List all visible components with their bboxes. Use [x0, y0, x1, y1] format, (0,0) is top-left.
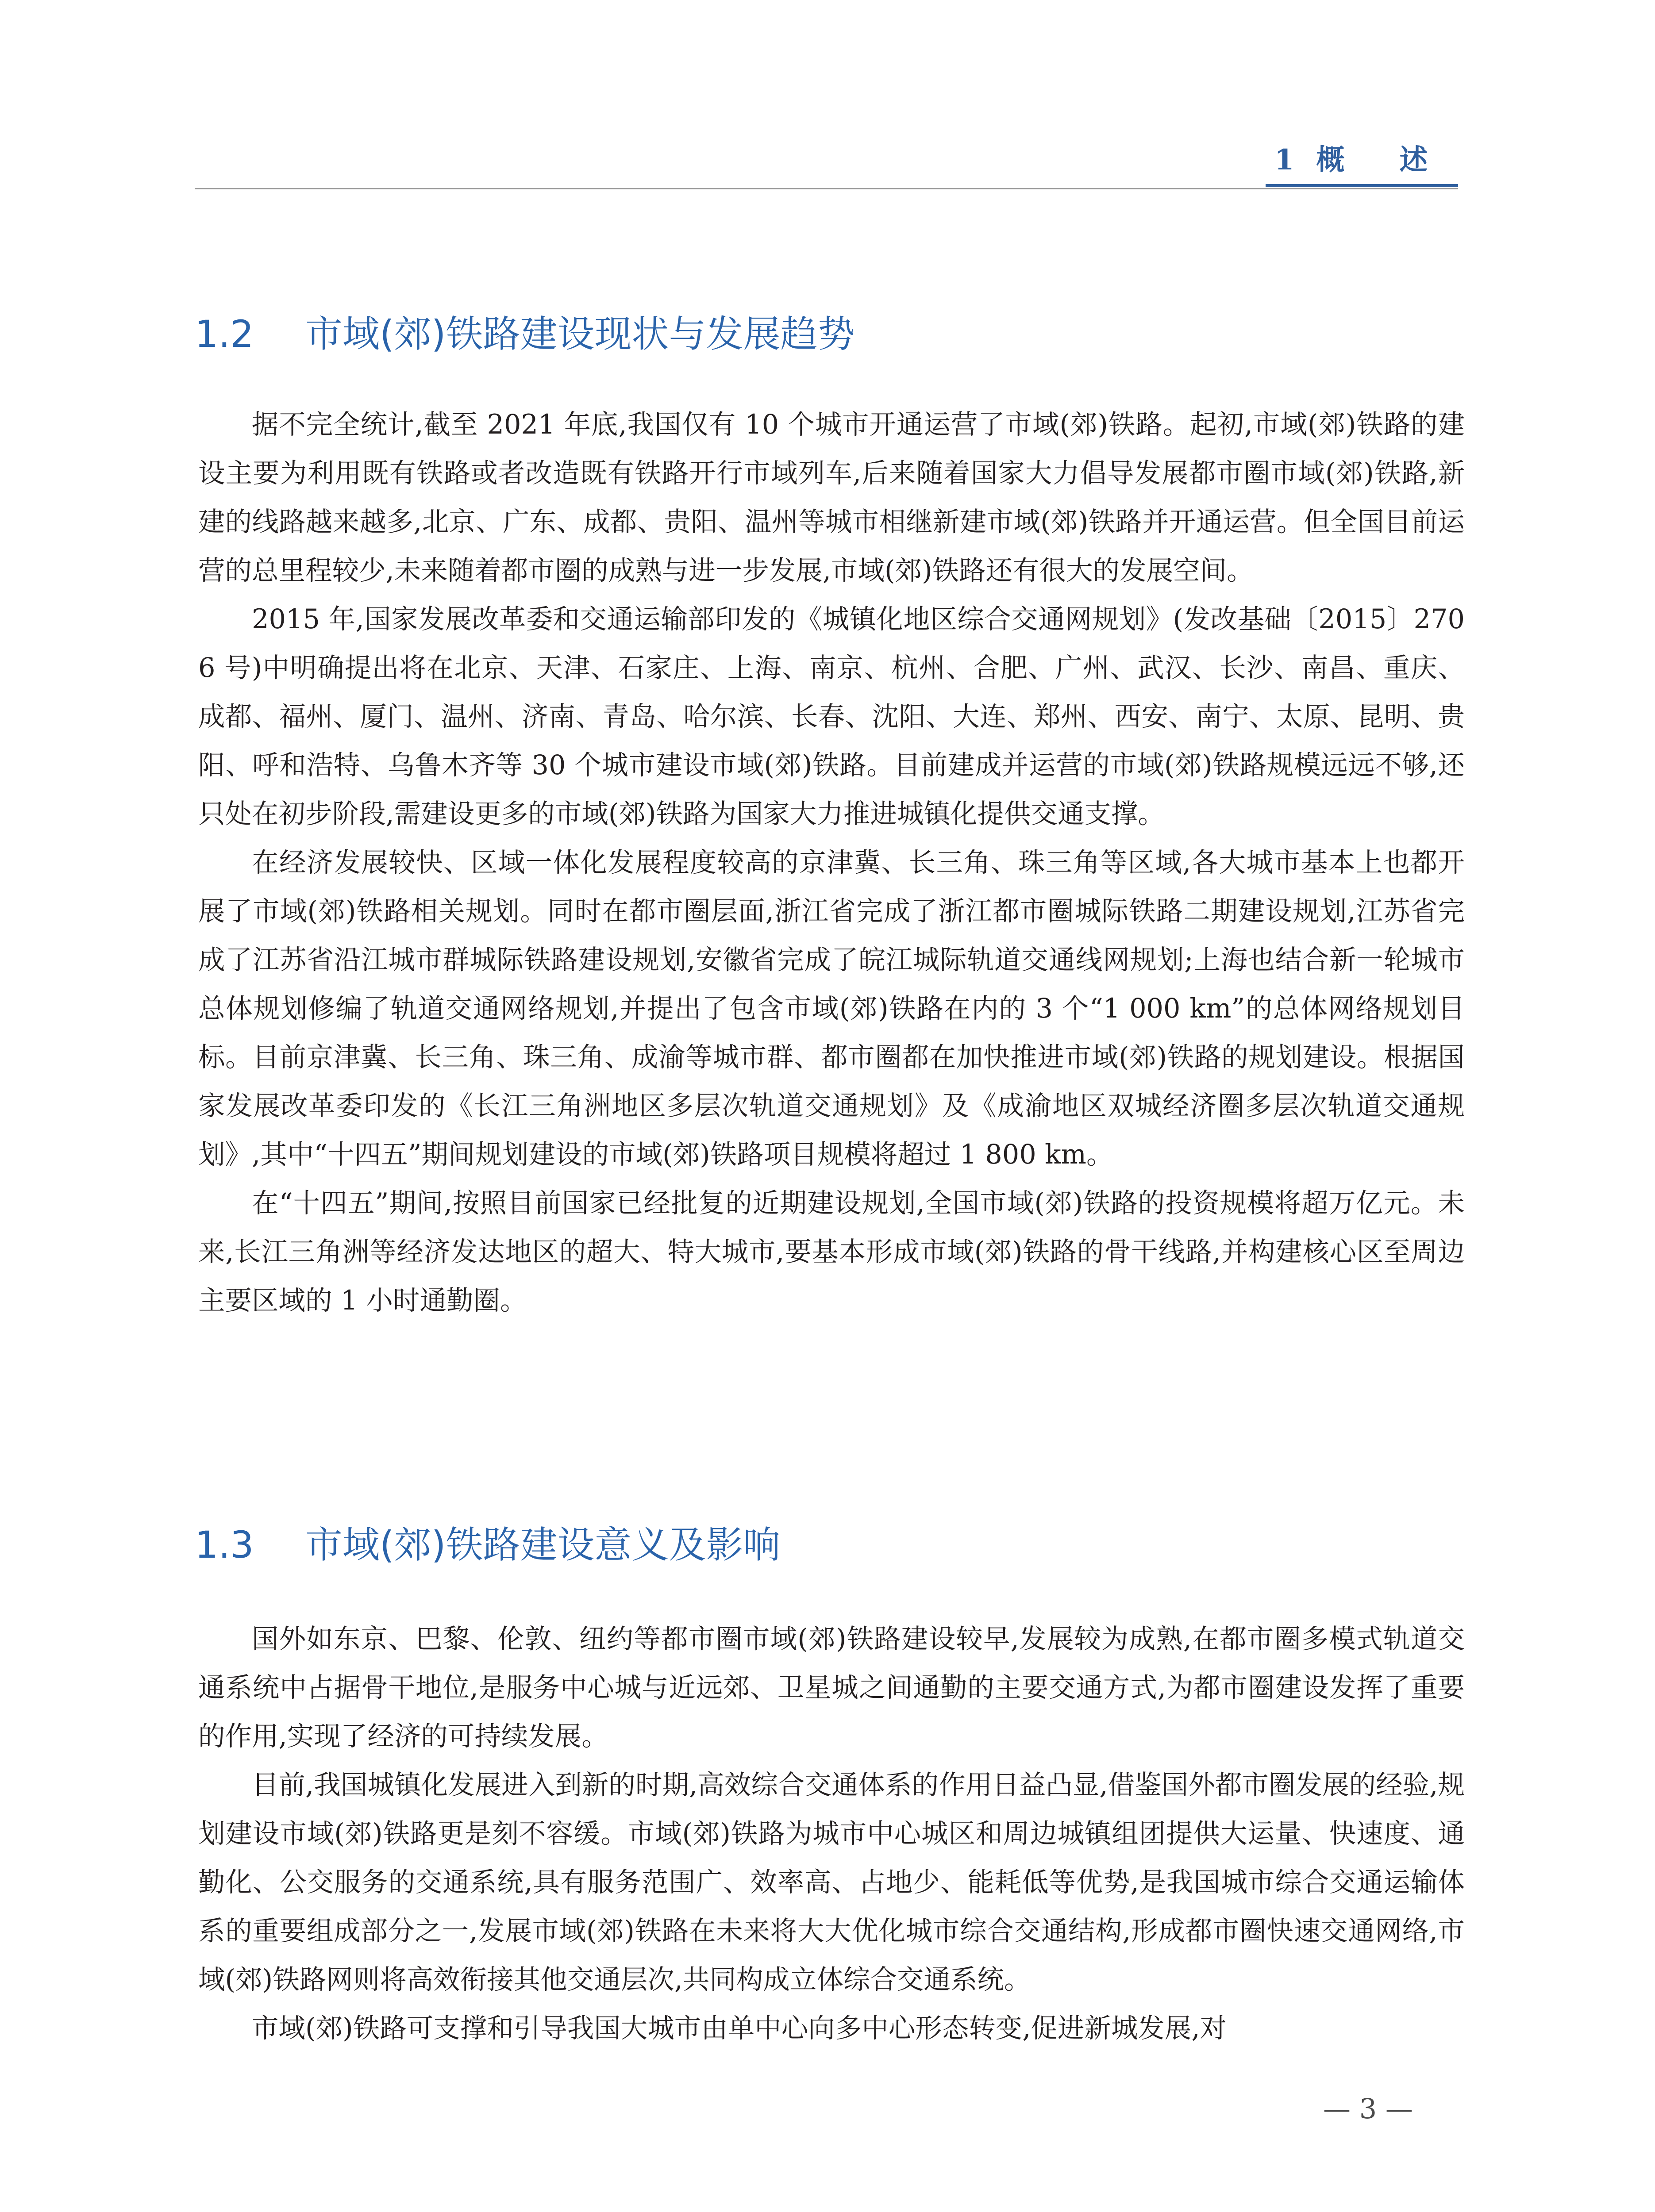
paragraph: 目前,我国城镇化发展进入到新的时期,高效综合交通体系的作用日益凸显,借鉴国外都市圈发展的经验,规划建设市域(郊)铁路更是刻不容缓。市域(郊)铁路为城市中心城区和周边城镇组团提供大运量、快速度、通勤化、公交服务的交通系统,具有服务范围广、效率高、占地少、能耗低等优势,是我国城市综合交通运输体系的重要组成部分之一,发展市域(郊)铁路在未来将大大优化城市综合交通结构,形成都市圈快速交通网络,市域(郊)铁路网则将高效衔接其他交通层次,共同构成立体综合交通系统。 [198, 1770, 1465, 1995]
paragraph: 2015 年,国家发展改革委和交通运输部印发的《城镇化地区综合交通网规划》(发改基础〔2015〕2706 号)中明确提出将在北京、天津、石家庄、上海、南京、杭州、合肥、广州、武汉、长沙、南昌、重庆、成都、福州、厦门、温州、济南、青岛、哈尔滨、长春、沈阳、大连、郑州、西安、南宁、太原、昆明、贵阳、呼和浩特、乌鲁木齐等 30 个城市建设市域(郊)铁路。目前建成并运营的市域(郊)铁路规模远远不够,还只处在初步阶段,需建设更多的市域(郊)铁路为国家大力推进城镇化提供交通支撑。 [198, 604, 1465, 830]
chapter-title-char-1: 概 [1316, 143, 1347, 177]
chapter-number: 1 [1274, 143, 1296, 177]
paragraph: 据不完全统计,截至 2021 年底,我国仅有 10 个城市开通运营了市域(郊)铁路。起初,市域(郊)铁路的建设主要为利用既有铁路或者改造既有铁路开行市域列车,后来随着国家大力倡导发展都市圈市域(郊)铁路,新建的线路越来越多,北京、广东、成都、贵阳、温州等城市相继新建市域(郊)铁路并开通运营。但全国目前运营的总里程较少,未来随着都市圈的成熟与进一步发展,市域(郊)铁路还有很大的发展空间。 [198, 409, 1465, 586]
header-rule [195, 188, 1458, 189]
running-head [1274, 137, 1460, 178]
section-title: 市域(郊)铁路建设意义及影响 [305, 1523, 781, 1567]
section-heading-1-2 [195, 304, 855, 358]
paragraph: 在“十四五”期间,按照目前国家已经批复的近期建设规划,全国市域(郊)铁路的投资规模将超万亿元。未来,长江三角洲等经济发达地区的超大、特大城市,要基本形成市域(郊)铁路的骨干线路,并构建核心区至周边主要区域的 1 小时通勤圈。 [198, 1188, 1465, 1316]
header-rule-accent [1266, 184, 1458, 187]
section-1-3-body [198, 1615, 1465, 2053]
page-number: — 3 — [1323, 2093, 1413, 2125]
paragraph: 市域(郊)铁路可支撑和引导我国大城市由单中心向多中心形态转变,促进新城发展,对 [252, 2013, 1227, 2044]
chapter-title-char-2: 述 [1399, 143, 1430, 177]
section-1-2-body [198, 400, 1465, 1325]
section-number: 1.2 [195, 312, 254, 356]
section-title: 市域(郊)铁路建设现状与发展趋势 [305, 312, 855, 356]
paragraph: 国外如东京、巴黎、伦敦、纽约等都市圈市域(郊)铁路建设较早,发展较为成熟,在都市圈多模式轨道交通系统中占据骨干地位,是服务中心城与近远郊、卫星城之间通勤的主要交通方式,为都市圈建设发挥了重要的作用,实现了经济的可持续发展。 [198, 1624, 1465, 1752]
section-number: 1.3 [195, 1523, 254, 1567]
paragraph: 在经济发展较快、区域一体化发展程度较高的京津冀、长三角、珠三角等区域,各大城市基本上也都开展了市域(郊)铁路相关规划。同时在都市圈层面,浙江省完成了浙江都市圈城际铁路二期建设规划,江苏省完成了江苏省沿江城市群城际铁路建设规划,安徽省完成了皖江城际轨道交通线网规划;上海也结合新一轮城市总体规划修编了轨道交通网络规划,并提出了包含市域(郊)铁路在内的 3 个“1 000 km”的总体网络规划目标。目前京津冀、长三角、珠三角、成渝等城市群、都市圈都在加快推进市域(郊)铁路的规划建设。根据国家发展改革委印发的《长江三角洲地区多层次轨道交通规划》及《成渝地区双城经济圈多层次轨道交通规划》,其中“十四五”期间规划建设的市域(郊)铁路项目规模将超过 1 800 km。 [198, 847, 1465, 1170]
section-heading-1-3 [195, 1515, 781, 1569]
